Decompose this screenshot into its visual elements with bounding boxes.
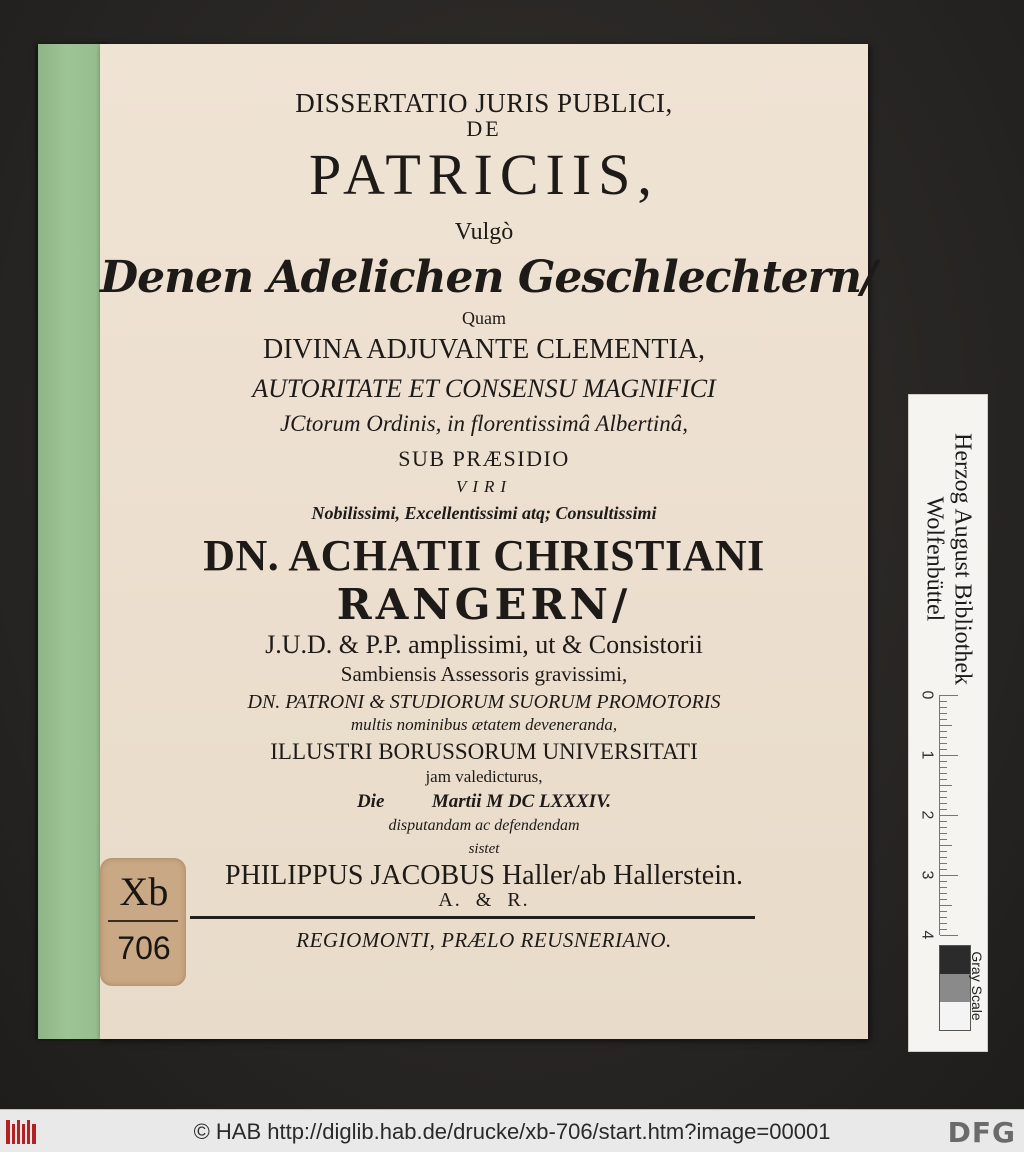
- title-line-dissertatio: DISSERTATIO JURIS PUBLICI,: [295, 88, 673, 118]
- title-line-patroni: DN. PATRONI & STUDIORUM SUORUM PROMOTORIS: [247, 691, 721, 713]
- gray-scale-text: Gray Scale: [969, 951, 985, 1021]
- cm-scale: [918, 690, 970, 940]
- title-line-quam: Quam: [462, 308, 506, 328]
- scale-tick: [940, 827, 947, 828]
- gray-scale-label: [967, 941, 987, 1031]
- scale-tick: [940, 749, 947, 750]
- scale-tick: [940, 893, 947, 894]
- scale-tick: [940, 929, 947, 930]
- scale-tick: [940, 803, 947, 804]
- title-line-a-r: A. & R.: [438, 889, 530, 911]
- title-line-illustri: ILLUSTRI BORUSSORUM UNIVERSITATI: [270, 739, 698, 764]
- scale-tick: [940, 815, 958, 816]
- title-line-autoritate: AUTORITATE ET CONSENSU MAGNIFICI: [252, 374, 716, 403]
- title-line-patriciis: PATRICIIS,: [309, 142, 659, 207]
- library-name: Herzog August Bibliothek: [949, 433, 976, 685]
- scale-tick: [940, 791, 947, 792]
- title-line-die: Die Martii M DC LXXXIV.: [356, 791, 612, 812]
- color-ruler-strip: [908, 394, 988, 1052]
- scale-tick: [940, 875, 958, 876]
- scale-tick: [940, 857, 947, 858]
- scale-tick: [940, 905, 952, 906]
- scale-tick: [940, 755, 958, 756]
- title-line-vulgo: Vulgò: [454, 219, 514, 245]
- scale-number: 1: [918, 750, 936, 760]
- title-line-sub-praesidio: SUB PRÆSIDIO: [398, 446, 570, 471]
- copyright-url[interactable]: © HAB http://diglib.hab.de/drucke/xb-706/start.htm?image=00001: [193, 1119, 831, 1144]
- scale-tick: [940, 719, 947, 720]
- scale-tick: [940, 731, 947, 732]
- scale-tick: [940, 869, 947, 870]
- scale-number: 2: [918, 810, 936, 820]
- scale-tick: [940, 725, 952, 726]
- scale-tick: [940, 695, 958, 696]
- scale-tick: [940, 797, 947, 798]
- scale-tick: [940, 707, 947, 708]
- scale-tick: [940, 743, 947, 744]
- gray-patch-dark: [940, 946, 970, 974]
- scale-tick: [940, 863, 947, 864]
- gray-patch-light: [940, 1002, 970, 1030]
- dfg-logo: DFG: [947, 1116, 1016, 1149]
- title-line-jam: jam valedicturus,: [425, 767, 543, 786]
- scale-tick: [940, 845, 952, 846]
- title-line-rangern: RANGERN/: [336, 580, 632, 629]
- footer-bar: [0, 1109, 1024, 1152]
- library-city: Wolfenbüttel: [921, 496, 948, 622]
- shelfmark-bottom: 706: [117, 930, 171, 966]
- gray-patch-mid: [940, 974, 970, 1002]
- title-line-dn-achatii: DN. ACHATII CHRISTIANI: [203, 531, 765, 580]
- title-line-de: DE: [466, 116, 502, 141]
- scale-tick: [940, 767, 947, 768]
- scale-tick: [940, 773, 947, 774]
- scale-tick: [940, 911, 947, 912]
- imprint-rule: [190, 916, 755, 919]
- title-line-denen: Denen Adelichen Geschlechtern/: [100, 252, 877, 303]
- scale-number: 0: [918, 690, 936, 700]
- scale-tick: [940, 917, 947, 918]
- title-line-imprint: REGIOMONTI, PRÆLO REUSNERIANO.: [296, 928, 672, 952]
- scale-tick: [940, 851, 947, 852]
- title-line-jctorum: JCtorum Ordinis, in florentissimâ Albertinâ,: [279, 411, 689, 436]
- scale-tick: [940, 701, 947, 702]
- title-line-nobilissimi: Nobilissimi, Excellentissimi atq; Consultissimi: [311, 503, 657, 523]
- title-line-disputandam: disputandam ac defendendam: [388, 817, 580, 834]
- scale-tick: [940, 779, 947, 780]
- scale-tick: [940, 809, 947, 810]
- title-line-sistet: sistet: [468, 841, 500, 857]
- title-line-multis: multis nominibus ætatem deveneranda,: [350, 715, 618, 734]
- title-line-sambiensis: Sambiensis Assessoris gravissimi,: [340, 662, 628, 686]
- scale-tick: [940, 785, 952, 786]
- title-line-divina: DIVINA ADJUVANTE CLEMENTIA,: [262, 334, 705, 365]
- title-line-jud: J.U.D. & P.P. amplissimi, ut & Consistorii: [265, 630, 703, 659]
- scale-tick: [940, 923, 947, 924]
- scale-number: 3: [918, 870, 936, 880]
- shelfmark-top: Xb: [119, 869, 169, 914]
- scale-tick: [940, 833, 947, 834]
- shelfmark-label: [100, 858, 186, 986]
- scale-tick: [940, 881, 947, 882]
- shelfmark-divider: [108, 920, 178, 922]
- scale-tick: [940, 935, 958, 936]
- scale-tick: [940, 761, 947, 762]
- title-line-philippus: PHILIPPUS JACOBUS Haller/ab Hallerstein.: [225, 860, 743, 891]
- scale-tick: [940, 737, 947, 738]
- title-page: [100, 44, 877, 1039]
- scale-tick: [940, 713, 947, 714]
- scale-tick: [940, 887, 947, 888]
- scale-tick: [940, 821, 947, 822]
- scale-number: 4: [918, 930, 936, 940]
- library-label: [915, 409, 981, 709]
- scale-tick: [940, 839, 947, 840]
- title-line-viri: VIRI: [455, 477, 513, 496]
- scale-tick: [940, 899, 947, 900]
